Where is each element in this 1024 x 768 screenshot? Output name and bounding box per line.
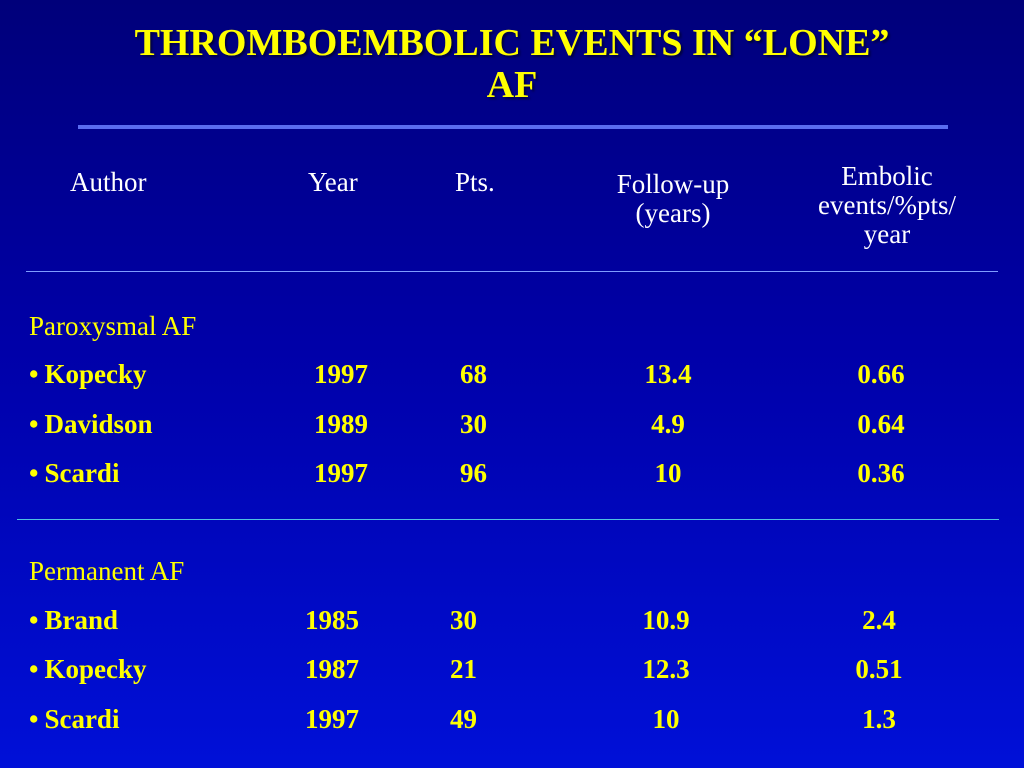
slide-title-line-1: THROMBOEMBOLIC EVENTS IN “LONE” [134, 22, 890, 64]
section-label-paroxysmal: Paroxysmal AF [29, 311, 197, 341]
author-name: Scardi [44, 704, 120, 734]
table-row-pts: 49 [450, 704, 477, 734]
author-name: Scardi [44, 458, 120, 488]
table-row-author [29, 359, 146, 389]
bullet-icon: • [29, 654, 39, 684]
table-row-year: 1985 [305, 605, 359, 635]
header-embolic-line-3: year [863, 219, 911, 249]
author-name: Kopecky [44, 654, 147, 684]
table-row-followup: 4.9 [651, 409, 685, 439]
table-row-embolic: 0.51 [855, 654, 903, 684]
slide-title [40, 22, 984, 106]
bullet-icon: • [29, 704, 39, 734]
table-row-year: 1989 [314, 409, 368, 439]
author-name: Davidson [44, 409, 153, 439]
header-divider [26, 271, 998, 272]
table-row-pts: 21 [450, 654, 477, 684]
table-row-year: 1987 [305, 654, 359, 684]
section-divider [17, 519, 999, 520]
table-row-author [29, 704, 119, 734]
bullet-icon: • [29, 409, 39, 439]
table-row-followup: 12.3 [642, 654, 690, 684]
table-row-pts: 30 [460, 409, 487, 439]
author-name: Brand [44, 605, 118, 635]
header-embolic-line-1: Embolic [841, 161, 933, 191]
table-row-followup: 10.9 [642, 605, 690, 635]
table-row-embolic: 2.4 [862, 605, 896, 635]
title-divider [78, 125, 948, 129]
bullet-icon: • [29, 359, 39, 389]
table-row-embolic: 1.3 [862, 704, 896, 734]
table-row-followup: 10 [652, 704, 680, 734]
header-pts: Pts. [455, 167, 495, 197]
table-row-pts: 68 [460, 359, 487, 389]
table-row-author [29, 654, 146, 684]
bullet-icon: • [29, 605, 39, 635]
table-row-pts: 96 [460, 458, 487, 488]
table-row-author [29, 605, 118, 635]
table-row-embolic: 0.36 [857, 458, 905, 488]
table-row-followup: 10 [654, 458, 682, 488]
slide-title-line-2: AF [486, 64, 538, 106]
header-year: Year [308, 167, 358, 197]
table-row-followup: 13.4 [644, 359, 692, 389]
table-row-year: 1997 [314, 458, 368, 488]
table-row-year: 1997 [314, 359, 368, 389]
table-row-year: 1997 [305, 704, 359, 734]
header-followup [583, 170, 763, 228]
header-author: Author [70, 167, 147, 197]
section-label-permanent: Permanent AF [29, 556, 185, 586]
table-row-author [29, 409, 153, 439]
table-row-embolic: 0.66 [857, 359, 905, 389]
table-row-embolic: 0.64 [857, 409, 905, 439]
table-row-author [29, 458, 119, 488]
author-name: Kopecky [44, 359, 147, 389]
header-embolic-line-2: events/%pts/ [818, 190, 956, 220]
header-followup-line-2: (years) [635, 198, 711, 228]
bullet-icon: • [29, 458, 39, 488]
header-followup-line-1: Follow-up [616, 169, 730, 199]
header-embolic [782, 162, 992, 249]
table-row-pts: 30 [450, 605, 477, 635]
